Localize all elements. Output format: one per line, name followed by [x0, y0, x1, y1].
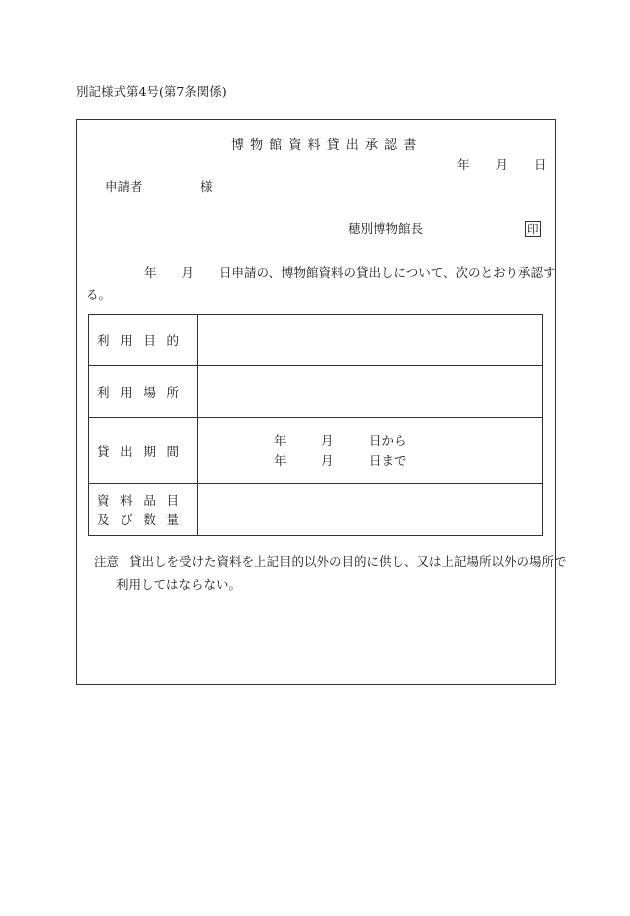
body-text-line1: 年 月 日申請の、博物館資料の貸出しについて、次のとおり承認す	[144, 265, 556, 280]
seal-text: 印	[527, 222, 539, 236]
period-from-month: 月	[321, 432, 334, 448]
date-day: 日	[534, 157, 547, 172]
label-purpose	[89, 315, 198, 366]
label-items	[89, 484, 198, 536]
value-purpose[interactable]	[198, 315, 543, 366]
table-row-period	[89, 418, 543, 484]
label-char: 目	[166, 492, 179, 508]
label-char: 用	[120, 384, 133, 400]
period-to-month: 月	[321, 452, 334, 468]
value-place[interactable]	[198, 366, 543, 418]
label-char: 量	[166, 511, 179, 527]
label-char: 場	[143, 384, 156, 400]
form-number: 別記様式第4号(第7条関係)	[76, 84, 227, 99]
document-title: 博 物 館 資 料 貸 出 承 認 書	[231, 138, 418, 153]
label-char: 数	[143, 511, 156, 527]
label-char: 所	[166, 384, 179, 400]
date-line	[457, 155, 547, 173]
label-char: 利	[97, 333, 110, 348]
period-from-day: 日から	[369, 432, 407, 448]
table-row-place	[89, 366, 543, 418]
value-items[interactable]	[198, 484, 543, 536]
period-from	[198, 431, 542, 451]
period-to	[198, 451, 542, 471]
label-period	[89, 418, 198, 484]
label-char: 出	[120, 443, 133, 459]
date-month: 月	[495, 157, 509, 172]
value-period[interactable]	[198, 418, 543, 484]
label-char: 目	[143, 333, 156, 348]
seal-mark	[525, 218, 541, 237]
honorific: 様	[200, 179, 213, 194]
period-from-year: 年	[274, 432, 287, 448]
label-char: 資	[97, 492, 110, 508]
issuer-name: 穂別博物館長	[348, 221, 424, 236]
date-year: 年	[457, 157, 470, 172]
label-place	[89, 366, 198, 418]
table-row-items	[89, 484, 543, 536]
applicant-label: 申請者	[105, 179, 143, 194]
label-char: 的	[166, 333, 179, 348]
label-char: 間	[166, 443, 179, 459]
label-char: 品	[143, 492, 156, 508]
label-char: 料	[120, 492, 133, 508]
period-to-year: 年	[274, 452, 287, 468]
details-table	[88, 314, 543, 536]
label-char: 期	[143, 443, 156, 459]
label-char: 用	[120, 333, 133, 348]
label-char: 利	[97, 384, 110, 400]
label-char: 及	[97, 511, 110, 527]
period-to-day: 日まで	[369, 452, 407, 468]
note-line2: 利用してはならない。	[116, 577, 242, 592]
table-row-purpose	[89, 315, 543, 366]
body-text-line2: る。	[86, 287, 112, 302]
note-line1: 貸出しを受けた資料を上記目的以外の目的に供し、又は上記場所以外の場所で	[129, 554, 567, 569]
label-char: 貸	[97, 443, 110, 459]
label-char: び	[120, 511, 133, 527]
note-label: 注意	[94, 554, 120, 569]
